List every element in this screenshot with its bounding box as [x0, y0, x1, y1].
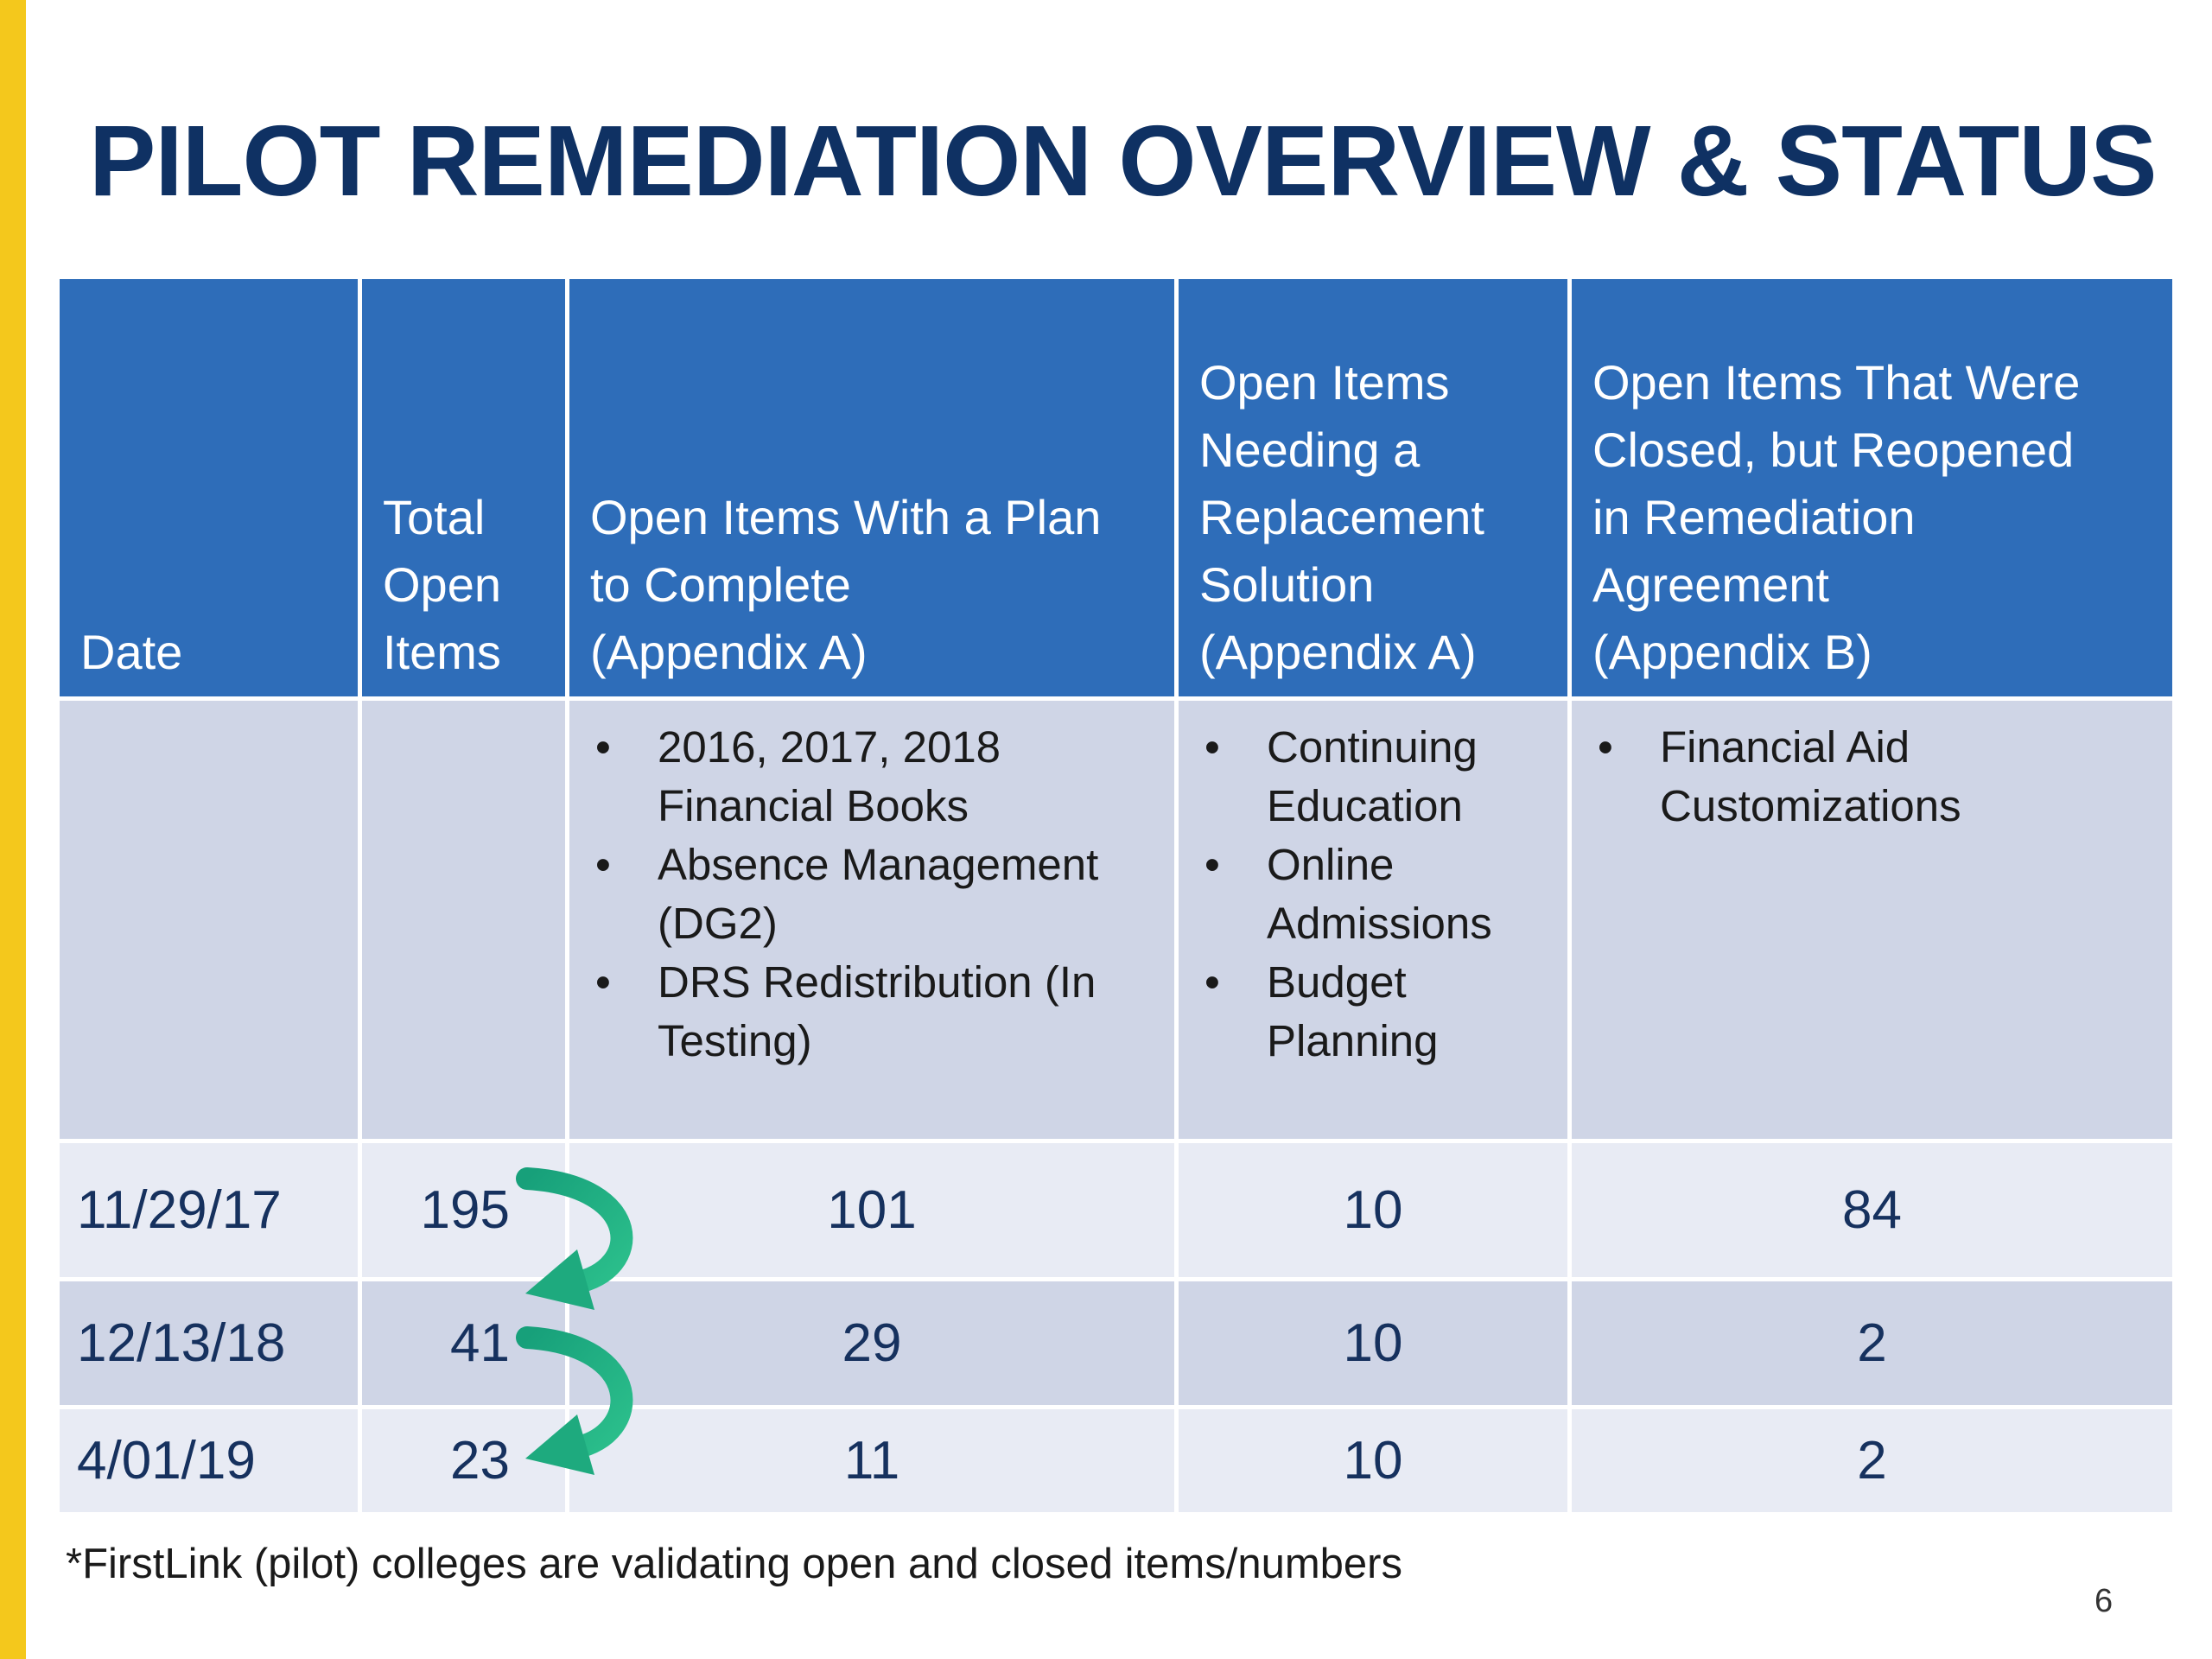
replacement-cell: 10 — [1177, 1280, 1570, 1408]
plan-cell: 29 — [568, 1280, 1177, 1408]
table-header-row — [58, 277, 2175, 699]
reopened-list — [1589, 718, 2155, 836]
header-total-open-items: Total Open Items — [360, 277, 568, 699]
header-plan-to-complete: Open Items With a Plan to Complete (Appendix A) — [568, 277, 1177, 699]
header-date: Date — [58, 277, 360, 699]
date-cell: 12/13/18 — [58, 1280, 360, 1408]
footnote: *FirstLink (pilot) colleges are validating open and closed items/numbers — [66, 1541, 1402, 1587]
date-cell: 4/01/19 — [58, 1408, 360, 1515]
details-cell-date — [58, 699, 360, 1141]
date-cell: 11/29/17 — [58, 1141, 360, 1280]
list-item: • Continuing Education — [1196, 718, 1550, 836]
replacement-cell: 10 — [1177, 1141, 1570, 1280]
details-cell-total — [360, 699, 568, 1141]
reopened-cell: 2 — [1570, 1280, 2175, 1408]
header-reopened: Open Items That Were Closed, but Reopened in Remediation Agreement (Appendix B) — [1570, 277, 2175, 699]
table-row — [58, 1408, 2175, 1515]
details-cell-replacement — [1177, 699, 1570, 1141]
list-item: • Financial Aid Customizations — [1589, 718, 2155, 836]
total-cell: 195 — [360, 1141, 568, 1280]
list-item: • DRS Redistribution (In Testing) — [587, 953, 1157, 1071]
plan-cell: 11 — [568, 1408, 1177, 1515]
plan-list — [587, 718, 1157, 1071]
accent-bar — [0, 0, 26, 1659]
reopened-cell: 84 — [1570, 1141, 2175, 1280]
page-number: 6 — [2094, 1583, 2113, 1619]
header-replacement-solution: Open Items Needing a Replacement Solution (Appendix A) — [1177, 277, 1570, 699]
total-cell: 23 — [360, 1408, 568, 1515]
plan-cell: 101 — [568, 1141, 1177, 1280]
replacement-cell: 10 — [1177, 1408, 1570, 1515]
table-row — [58, 1280, 2175, 1408]
list-item: • Budget Planning — [1196, 953, 1550, 1071]
total-cell: 41 — [360, 1280, 568, 1408]
details-cell-plan — [568, 699, 1177, 1141]
slide-title: PILOT REMEDIATION OVERVIEW & STATUS — [89, 105, 2157, 217]
list-item: • Absence Management (DG2) — [587, 836, 1157, 953]
status-table — [55, 275, 2177, 1516]
reopened-cell: 2 — [1570, 1408, 2175, 1515]
details-row — [58, 699, 2175, 1141]
list-item: • 2016, 2017, 2018 Financial Books — [587, 718, 1157, 836]
details-cell-reopened — [1570, 699, 2175, 1141]
table-row — [58, 1141, 2175, 1280]
list-item: • Online Admissions — [1196, 836, 1550, 953]
replacement-list — [1196, 718, 1550, 1071]
